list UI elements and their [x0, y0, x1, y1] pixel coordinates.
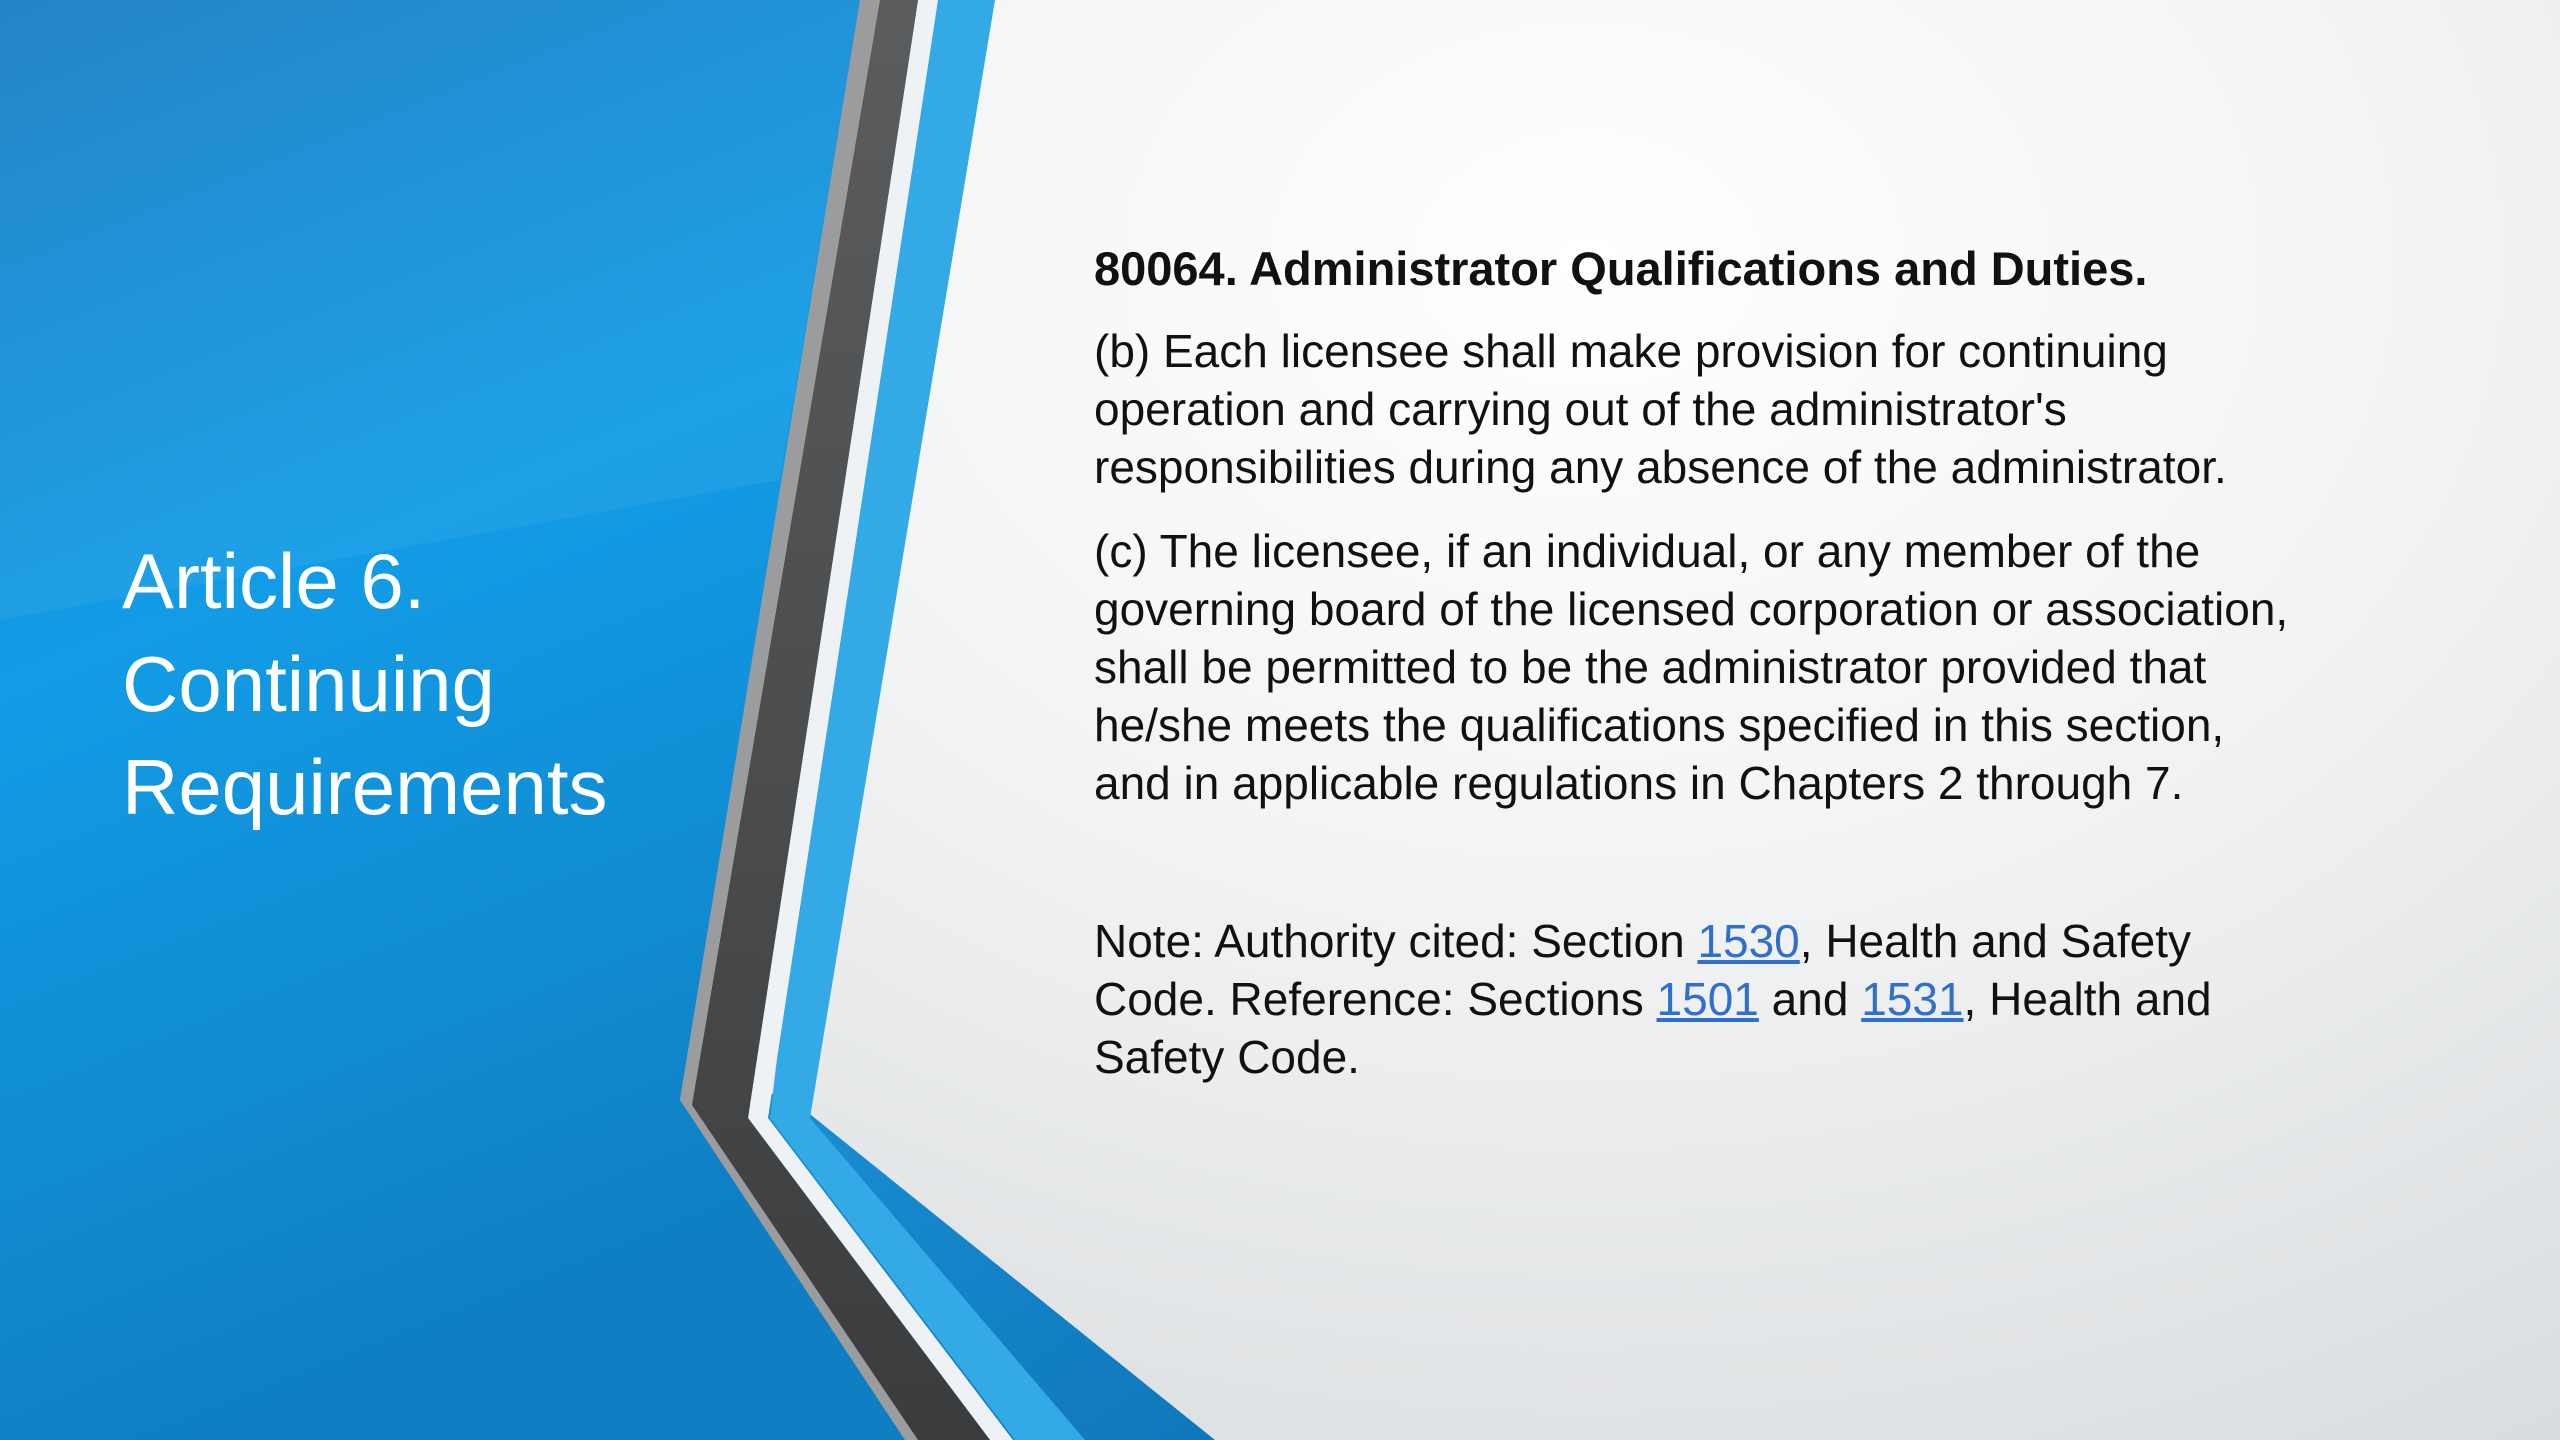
paragraph-c	[1094, 522, 2454, 812]
paragraph-b-line: (b) Each licensee shall make provision for continuing	[1094, 325, 2168, 377]
section-heading: 80064. Administrator Qualifications and Duties.	[1094, 242, 2148, 295]
paragraph-c-line: he/she meets the qualifications specified in this section,	[1094, 699, 2225, 751]
note-text: and	[1758, 973, 1862, 1025]
paragraph-c-line: (c) The licensee, if an individual, or any member of the	[1094, 525, 2201, 577]
paragraph-b-line: responsibilities during any absence of the administrator.	[1094, 441, 2227, 493]
paragraph-c-line: and in applicable regulations in Chapters 2 through 7.	[1094, 757, 2184, 809]
note-text: Code. Reference: Sections	[1094, 973, 1657, 1025]
section-1501-link[interactable]: 1501	[1656, 973, 1759, 1025]
paragraph-b-line: operation and carrying out of the administrator's	[1094, 383, 2067, 435]
section-1530-link[interactable]: 1530	[1697, 915, 1800, 967]
paragraph-c-line: shall be permitted to be the administrator provided that	[1094, 641, 2207, 693]
title-line-3: Requirements	[122, 743, 608, 831]
title-line-2: Continuing	[122, 640, 495, 728]
note-text: , Health and	[1963, 973, 2212, 1025]
paragraph-c-line: governing board of the licensed corporation or association,	[1094, 583, 2289, 635]
paragraph-b	[1094, 322, 2454, 496]
note-line-2	[1094, 970, 2454, 1028]
section-1531-link[interactable]: 1531	[1861, 973, 1964, 1025]
note-line-1	[1094, 912, 2454, 970]
slide-title	[122, 530, 722, 839]
title-line-1: Article 6.	[122, 537, 426, 625]
authority-note	[1094, 912, 2454, 1086]
slide-body	[1094, 240, 2454, 1112]
note-text: , Health and Safety	[1799, 915, 2192, 967]
note-text: Note: Authority cited: Section	[1094, 915, 1698, 967]
note-line-3: Safety Code.	[1094, 1031, 1360, 1083]
